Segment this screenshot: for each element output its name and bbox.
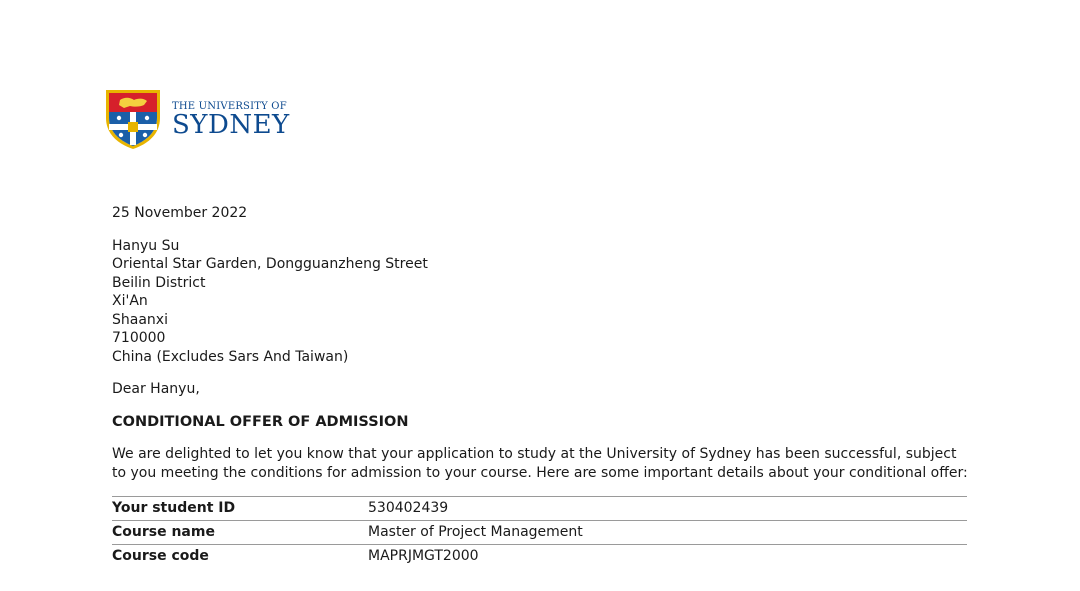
address-line: Hanyu Su	[112, 237, 180, 254]
address-line: 710000	[112, 330, 166, 346]
salutation: Dear Hanyu,	[112, 381, 200, 397]
offer-details-table	[112, 496, 967, 568]
address-line: Xi'An	[112, 293, 148, 309]
detail-value: MAPRJMGT2000	[368, 548, 479, 565]
letter-body	[112, 204, 972, 568]
address-line: Beilin District	[112, 274, 206, 291]
university-logo	[104, 88, 290, 150]
detail-label: Your student ID	[112, 500, 236, 517]
table-row	[112, 521, 967, 545]
wordmark-small: THE UNIVERSITY OF	[172, 101, 287, 112]
detail-value: 530402439	[368, 500, 449, 517]
university-wordmark	[172, 101, 290, 140]
table-row	[112, 545, 967, 569]
address-line: China (Excludes Sars And Taiwan)	[112, 348, 349, 365]
intro-paragraph: We are delighted to let you know that your application to study at the University of Sydney has been successful, subject to you meeting the conditions for admission to your course. Here are some important details about your conditional offer:	[112, 446, 968, 481]
detail-label: Course name	[112, 524, 215, 541]
wordmark-big: SYDNEY	[172, 110, 290, 140]
detail-label: Course code	[112, 548, 209, 565]
university-crest-icon	[104, 88, 162, 150]
letter-date: 25 November 2022	[112, 205, 248, 221]
detail-value: Master of Project Management	[368, 524, 583, 541]
letter-heading: CONDITIONAL OFFER OF ADMISSION	[112, 413, 409, 430]
recipient-address	[112, 237, 972, 367]
table-row	[112, 497, 967, 521]
address-line: Shaanxi	[112, 311, 168, 328]
address-line: Oriental Star Garden, Dongguanzheng Street	[112, 256, 428, 272]
